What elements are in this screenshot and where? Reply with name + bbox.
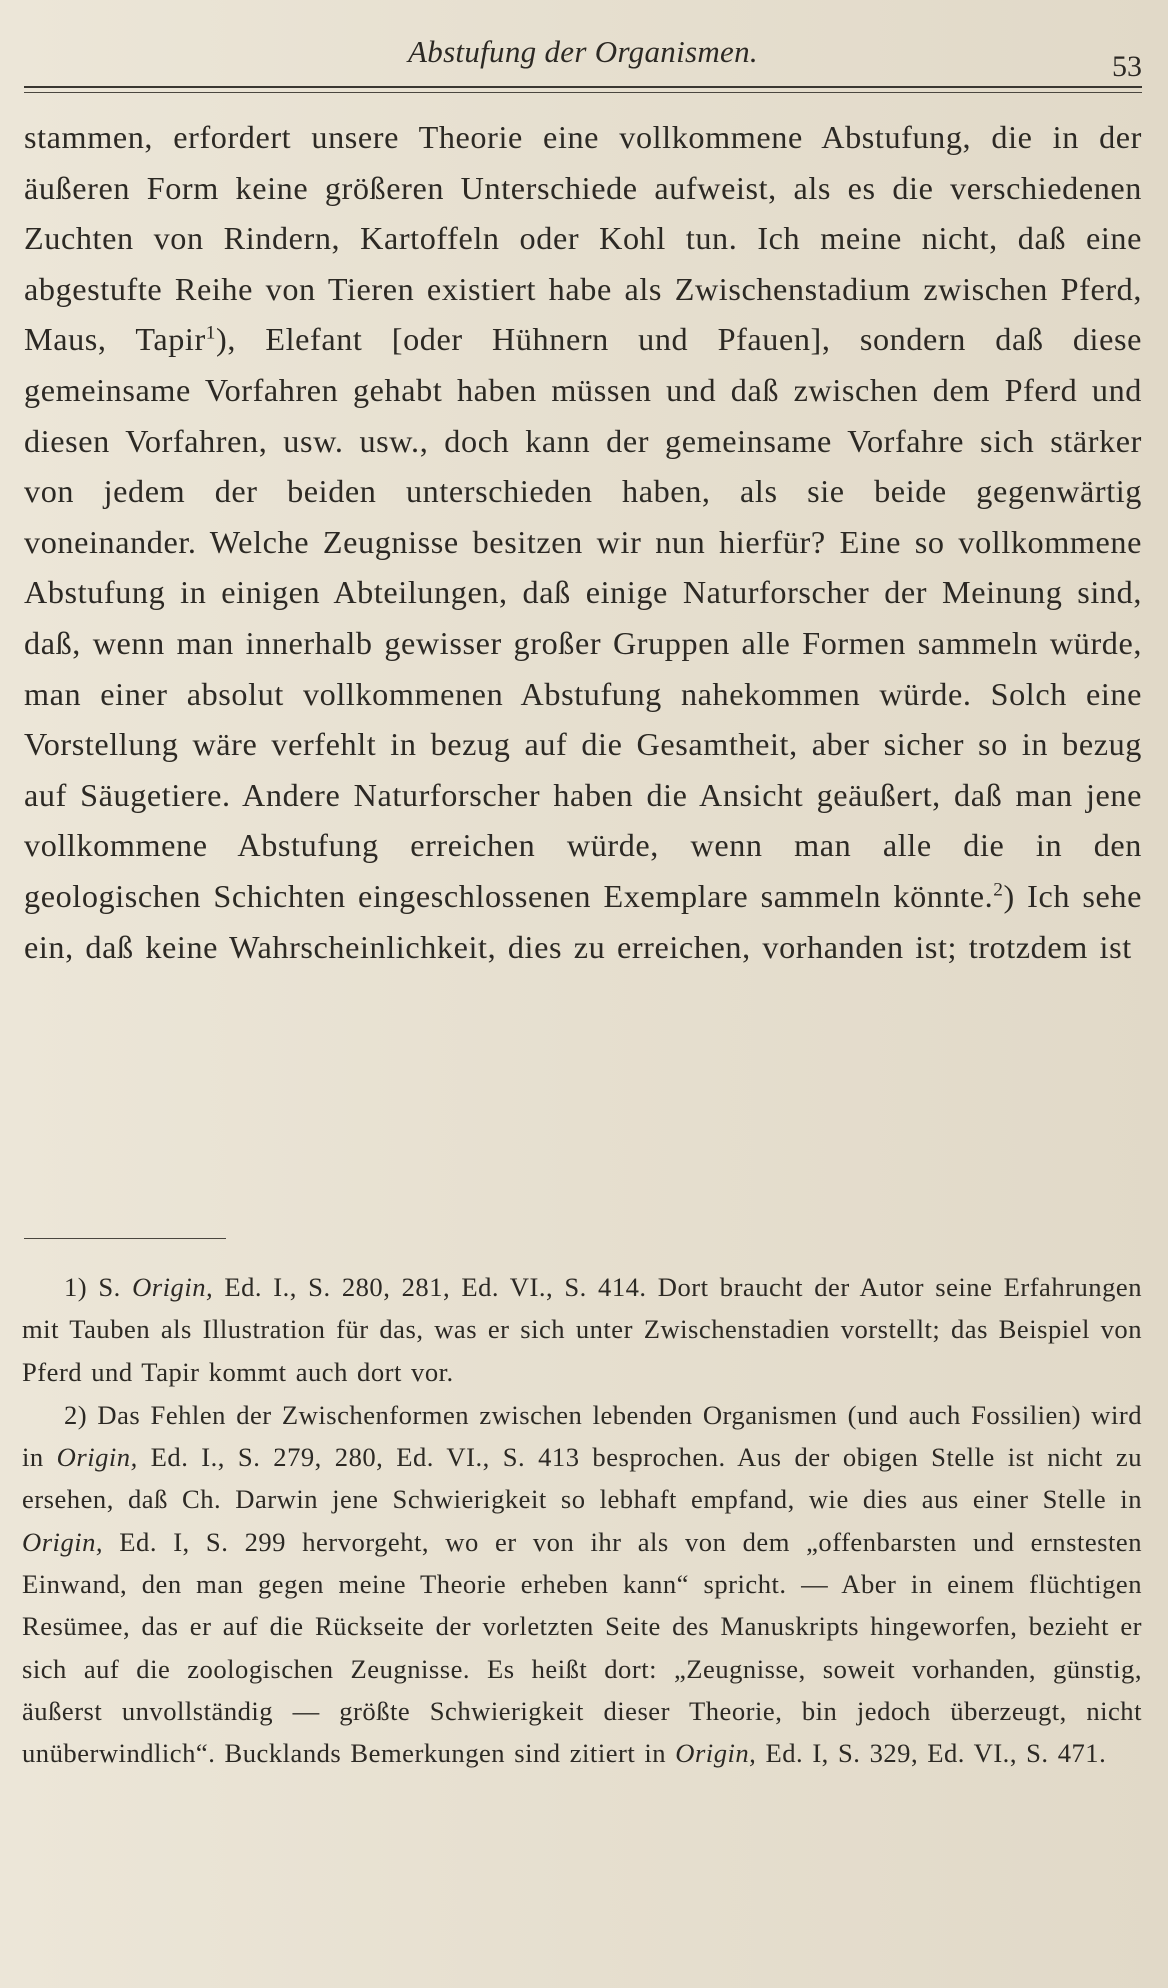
- footnote-2-title-b: Origin,: [22, 1526, 104, 1557]
- footnote-2-text-c: Ed. I, S. 299 hervorgeht, wo er von ihr als von dem „offenbarsten und ernstesten Einwand, den man gegen meine Theorie erheben kann“ spricht. — Aber in einem flüchtigen Resümee, das er auf die Rückseite der vorletzten Seite des Manuskripts hingeworfen, bezieht er sich auf die zoologischen Zeugnisse. Es heißt dort: „Zeugnisse, soweit vorhanden, günstig, äußerst unvollständig — größte Schwierigkeit dieser Theorie, bin jedoch überzeugt, nicht unüberwindlich“. Bucklands Bemerkungen sind zitiert in: [22, 1526, 1142, 1769]
- header-rule-thick: [24, 86, 1142, 88]
- main-paragraph: [24, 112, 1142, 972]
- footnote-2-title-a: Origin,: [56, 1442, 138, 1473]
- main-text: [24, 112, 1142, 972]
- footnote-2: [22, 1394, 1142, 1775]
- footnote-2-title-c: Origin,: [675, 1738, 757, 1769]
- footnote-2-text-d: Ed. I, S. 329, Ed. VI., S. 471.: [765, 1738, 1107, 1769]
- footnote-2-marker: 2): [64, 1399, 88, 1430]
- page-header: [24, 24, 1142, 94]
- footnote-2-text-b: Ed. I., S. 279, 280, Ed. VI., S. 413 besprochen. Aus der obigen Stelle ist nicht zu ersehen, daß Ch. Darwin jene Schwierigkeit so lebhaft empfand, wie dies aus einer Stelle in: [22, 1442, 1142, 1515]
- footnote-ref-2: 2: [993, 879, 1004, 901]
- running-title: Abstufung der Organismen.: [408, 34, 758, 69]
- footnote-1: [22, 1266, 1142, 1393]
- main-text-part-2: ), Elefant [oder Hühnern und Pfauen], sondern daß diese gemeinsame Vorfahren gehabt haben müssen und daß zwischen dem Pferd und diesen Vorfahren, usw. usw., doch kann der gemeinsame Vorfahre sich stärker von jedem der beiden unterschieden haben, als sie beide gegenwärtig voneinander. Welche Zeugnisse besitzen wir nun hierfür? Eine so vollkommene Abstufung in einigen Abteilungen, daß einige Naturforscher der Meinung sind, daß, wenn man innerhalb gewisser großer Gruppen alle Formen sammeln würde, man einer absolut vollkommenen Abstufung nahekommen würde. Solch eine Vorstellung wäre verfehlt in bezug auf die Gesamtheit, aber sicher so in bezug auf Säugetiere. Andere Naturforscher haben die Ansicht geäußert, daß man jene vollkommene Abstufung erreichen würde, wenn man alle die in den geologischen Schichten eingeschlossenen Exemplare sammeln könnte.: [24, 321, 1142, 914]
- footnote-separator: [24, 1238, 226, 1239]
- footnote-1-lead: S.: [98, 1272, 121, 1302]
- footnotes: [22, 1266, 1142, 1775]
- page-number: 53: [1112, 50, 1142, 83]
- footnote-1-marker: 1): [64, 1272, 88, 1302]
- footnote-2-text-a: Das Fehlen der Zwischenformen zwischen lebenden Organismen (und auch Fossilien) wird in: [22, 1399, 1142, 1473]
- footnote-ref-1: 1: [205, 322, 217, 344]
- footnote-1-text: Ed. I., S. 280, 281, Ed. VI., S. 414. Dort braucht der Autor seine Erfahrungen mit Tauben als Illustration für das, was er sich unter Zwischenstadien vorstellt; das Beispiel von Pferd und Tapir kommt auch dort vor.: [22, 1272, 1142, 1387]
- main-text-part-1: stammen, erfordert unsere Theorie eine vollkommene Abstufung, die in der äußeren Form keine größeren Unterschiede aufweist, als es die verschiedenen Zuchten von Rindern, Kartoffeln oder Kohl tun. Ich meine nicht, daß eine abgestufte Reihe von Tieren existiert habe als Zwischenstadium zwischen Pferd, Maus, Tapir: [24, 119, 1142, 358]
- footnote-1-title: Origin,: [132, 1272, 214, 1302]
- header-rule-thin: [24, 92, 1142, 93]
- main-text-part-3: ) Ich sehe ein, daß keine Wahrscheinlichkeit, dies zu erreichen, vorhanden ist; trotzdem ist: [24, 877, 1143, 965]
